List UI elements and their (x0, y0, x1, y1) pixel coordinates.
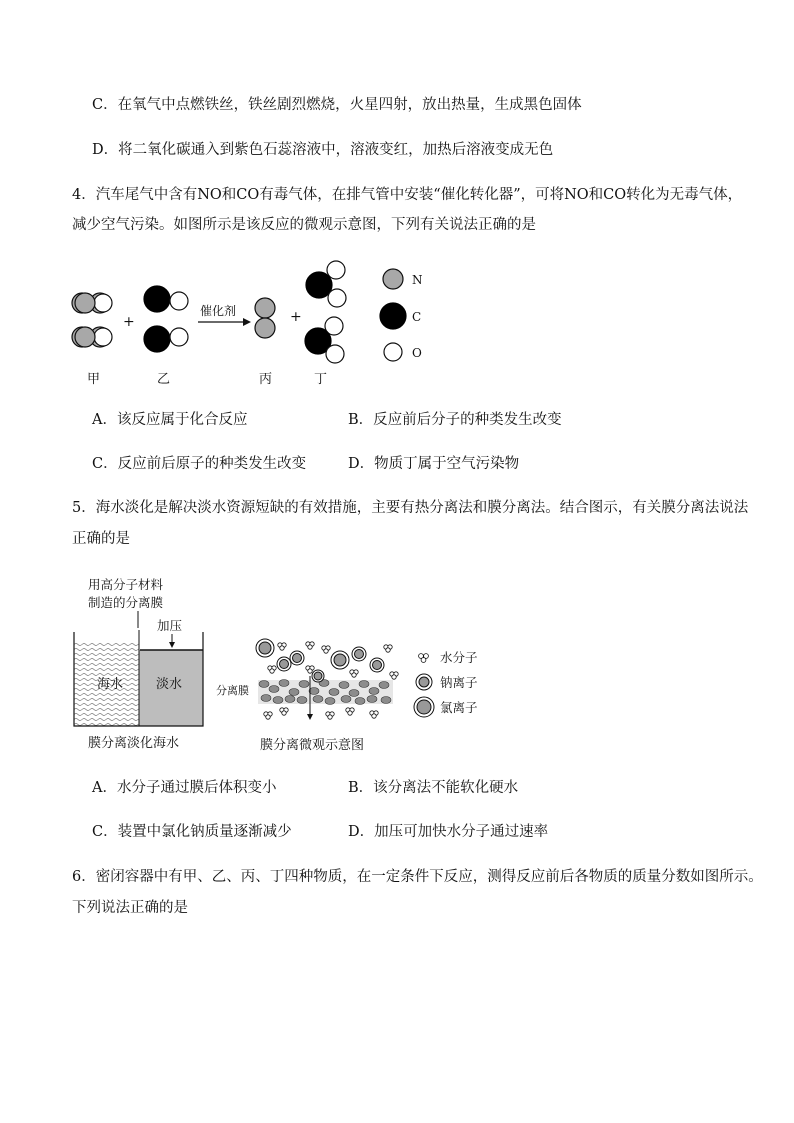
flow-arrow-head (307, 714, 313, 720)
legend-n-circle (383, 269, 403, 289)
q5-option-c: C．装置中氯化钠质量逐渐减少 (92, 824, 292, 840)
legend-cl-icon-core (417, 700, 431, 714)
q5-option-d: D．加压可加快水分子通过速率 (348, 824, 549, 840)
legend-o-circle (384, 343, 402, 361)
q3-option-c: C．在氧气中点燃铁丝，铁丝剧烈燃烧，火星四射，放出热量，生成黑色固体 (92, 97, 582, 113)
q4-stem-line2: 减少空气污染。如图所示是该反应的微观示意图，下列有关说法正确的是 (72, 217, 536, 233)
plus-sign-2: + (290, 309, 302, 325)
q4-option-d: D．物质丁属于空气污染物 (348, 456, 520, 472)
ions-above (256, 639, 384, 682)
molecule-ding (305, 261, 346, 363)
arrow-head (243, 318, 251, 326)
label-bing: 丙 (259, 372, 273, 387)
membrane-material-label-2: 制造的分离膜 (88, 595, 164, 610)
plus-sign: + (123, 314, 135, 330)
label-ding: 丁 (314, 372, 328, 387)
q3-option-d: D．将二氧化碳通入到紫色石蕊溶液中，溶液变红，加热后溶液变成无色 (92, 142, 554, 158)
seawater-label: 海水 (97, 677, 124, 692)
molecule-jia-overlay (75, 293, 112, 347)
q5-option-a: A．水分子通过膜后体积变小 (92, 780, 277, 796)
legend-cl-label: 氯离子 (440, 700, 478, 715)
legend-n-label: N (412, 273, 423, 287)
q6-stem-line2: 下列说法正确的是 (72, 900, 188, 916)
molecule-yi (144, 286, 188, 352)
freshwater-label: 淡水 (156, 677, 183, 692)
q4-reaction-diagram (60, 255, 460, 395)
q4-option-b: B．反应前后分子的种类发生改变 (348, 412, 562, 428)
pressure-arrow-head (169, 642, 175, 648)
q6-stem-line1: 6．密闭容器中有甲、乙、丙、丁四种物质，在一定条件下反应，测得反应前后各物质的质量分数如图所示。 (72, 869, 763, 885)
label-jia: 甲 (87, 372, 101, 387)
q4-option-a: A．该反应属于化合反应 (92, 412, 248, 428)
q4-stem-line1: 4．汽车尾气中含有NO和CO有毒气体，在排气管中安装“催化转化器”，可将NO和CO转化为无毒气体， (72, 187, 743, 203)
q5-stem-line2: 正确的是 (72, 531, 130, 547)
legend-c-circle (380, 303, 406, 329)
q5-stem-line1: 5．海水淡化是解决淡水资源短缺的有效措施，主要有热分离法和膜分离法。结合图示，有关膜分离法说法 (72, 500, 749, 516)
catalyst-label: 催化剂 (200, 304, 237, 318)
legend-na-label: 钠离子 (440, 675, 478, 690)
membrane-material-label-1: 用高分子材料 (88, 577, 164, 592)
caption-left: 膜分离淡化海水 (88, 736, 180, 751)
legend-water-label: 水分子 (440, 650, 478, 665)
pressure-label: 加压 (157, 618, 183, 633)
legend-water-icon (419, 654, 429, 663)
q4-option-c: C．反应前后原子的种类发生改变 (92, 456, 307, 472)
legend-na-icon-core (419, 677, 429, 687)
caption-right: 膜分离微观示意图 (260, 738, 365, 753)
legend-c-label: C (412, 310, 422, 324)
legend-o-label: O (412, 346, 422, 360)
q5-desalination-diagram (66, 572, 506, 760)
membrane-layer (258, 680, 393, 705)
molecule-bing (255, 298, 275, 338)
membrane-side-label: 分离膜 (216, 684, 249, 697)
label-yi: 乙 (157, 372, 171, 387)
q5-option-b: B．该分离法不能软化硬水 (348, 780, 519, 796)
